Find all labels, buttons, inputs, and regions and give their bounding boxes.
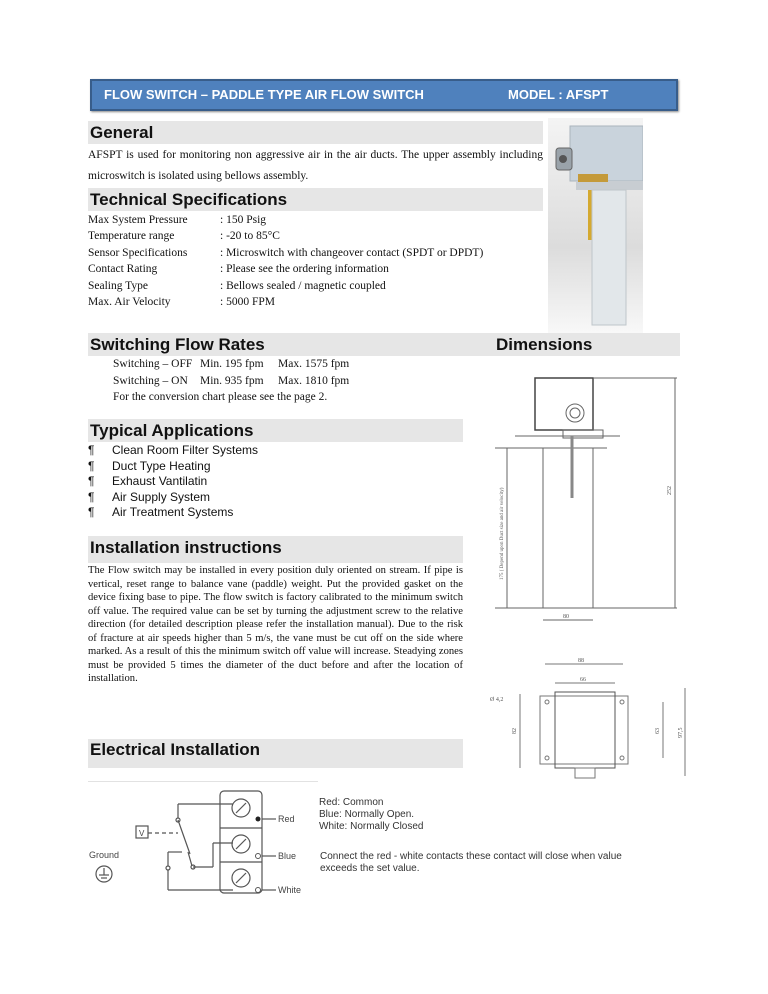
flow-rates-heading-bar xyxy=(88,333,680,356)
svg-text:Ø 4,2: Ø 4,2 xyxy=(490,697,504,703)
paddle-switch-image xyxy=(548,118,643,333)
svg-text:White: White xyxy=(278,885,302,895)
installation-heading: Installation instructions xyxy=(88,536,463,563)
svg-text:63: 63 xyxy=(655,728,661,734)
applications-section xyxy=(88,419,463,521)
general-section xyxy=(88,121,543,187)
spec-row: Temperature range : -20 to 85°C xyxy=(88,230,280,243)
list-item: ¶ Air Supply System xyxy=(88,489,211,504)
svg-text:175 ( Depend upon Duct size an: 175 ( Depend upon Duct size and air velocity) xyxy=(500,487,505,580)
svg-text:97,5: 97,5 xyxy=(678,727,684,738)
svg-text:Red: Red xyxy=(278,814,295,824)
list-item: ¶ Duct Type Heating xyxy=(88,458,211,473)
legend-blue: Blue: Normally Open. xyxy=(319,809,415,820)
title-banner xyxy=(90,79,678,111)
wiring-diagram-svg xyxy=(88,786,313,896)
svg-text:Blue: Blue xyxy=(278,851,297,861)
top-view-diagram xyxy=(485,652,695,780)
side-dimension-drawing xyxy=(485,370,685,640)
divider xyxy=(88,781,318,782)
flow-rates-heading: Switching Flow Rates xyxy=(90,335,265,354)
svg-text:V: V xyxy=(139,829,145,838)
flow-rates-list xyxy=(113,356,349,406)
pilcrow-bullet-icon: ¶ xyxy=(88,443,95,457)
product-photo xyxy=(548,118,643,333)
pilcrow-bullet-icon: ¶ xyxy=(88,474,95,488)
svg-text:88: 88 xyxy=(578,658,584,664)
list-item: ¶ Air Treatment Systems xyxy=(88,505,234,519)
technical-heading: Technical Specifications xyxy=(88,188,543,211)
spec-row: Contact Rating : Please see the ordering information xyxy=(88,263,389,276)
installation-text: The Flow switch may be installed in every position duly oriented on stream. If pipe is vertical, reset range to balance vane (paddle) weight. Put the provided gasket on the device fixing base to pipe. The flow switch is factory calibrated to the minimum switch off value. The required value can be set by turning the adjustment screw to the relative direction (for detailed description please refer the installation manual). Due to the risk of fracture at air speeds higher than 5 m/s, the vane must be cut off on the side where marked. As a result of this the minimum switch off value will increase. Steadying zones must be provided 5 times the diameter of the duct before and after the location of installation. xyxy=(88,565,463,684)
svg-text:Ground: Ground xyxy=(89,850,120,860)
electrical-section xyxy=(88,739,463,768)
applications-list xyxy=(88,443,463,521)
spec-row: Sealing Type : Bellows sealed / magnetic coupled xyxy=(88,279,386,292)
flow-note: For the conversion chart please see the page 2. xyxy=(113,391,328,403)
wiring-diagram xyxy=(88,786,313,896)
general-heading: General xyxy=(88,121,543,144)
spec-table xyxy=(88,212,543,310)
spec-row: Max. Air Velocity : 5000 FPM xyxy=(88,296,275,309)
spec-row: Sensor Specifications : Microswitch with changeover contact (SPDT or DPDT) xyxy=(88,246,484,259)
pilcrow-bullet-icon: ¶ xyxy=(88,489,95,504)
legend-red: Red: Common xyxy=(319,797,384,808)
svg-text:252: 252 xyxy=(667,486,673,495)
electrical-heading: Electrical Installation xyxy=(88,739,463,768)
pilcrow-bullet-icon: ¶ xyxy=(88,458,95,473)
technical-section xyxy=(88,188,543,310)
installation-section xyxy=(88,536,463,686)
list-item: ¶ Exhaust Vantilatin xyxy=(88,474,208,488)
applications-heading: Typical Applications xyxy=(88,419,463,442)
side-view-diagram xyxy=(485,370,685,640)
general-text: AFSPT is used for monitoring non aggressive air in the air ducts. The upper assembly including microswitch is isolated using bellows assembly. xyxy=(88,149,543,182)
pilcrow-bullet-icon: ¶ xyxy=(88,505,95,519)
flow-row-off: Switching – OFF Min. 195 fpm Max. 1575 fpm xyxy=(113,358,350,370)
list-item: ¶ Clean Room Filter Systems xyxy=(88,443,259,457)
dimensions-heading: Dimensions xyxy=(496,335,593,354)
spec-row: Max System Pressure : 150 Psig xyxy=(88,214,267,226)
document-title: FLOW SWITCH – PADDLE TYPE AIR FLOW SWITCH xyxy=(104,87,424,102)
svg-text:80: 80 xyxy=(563,614,569,620)
legend-white: White: Normally Closed xyxy=(319,821,424,832)
model-label: MODEL : AFSPT xyxy=(508,87,609,102)
svg-text:66: 66 xyxy=(580,677,586,683)
wiring-note: Connect the red - white contacts these contact will close when value exceeds the set value. xyxy=(320,851,622,874)
top-dimension-drawing xyxy=(485,652,695,780)
flow-row-on: Switching – ON Min. 935 fpm Max. 1810 fpm xyxy=(113,374,350,387)
wiring-legend xyxy=(319,797,423,833)
svg-text:82: 82 xyxy=(512,728,518,734)
